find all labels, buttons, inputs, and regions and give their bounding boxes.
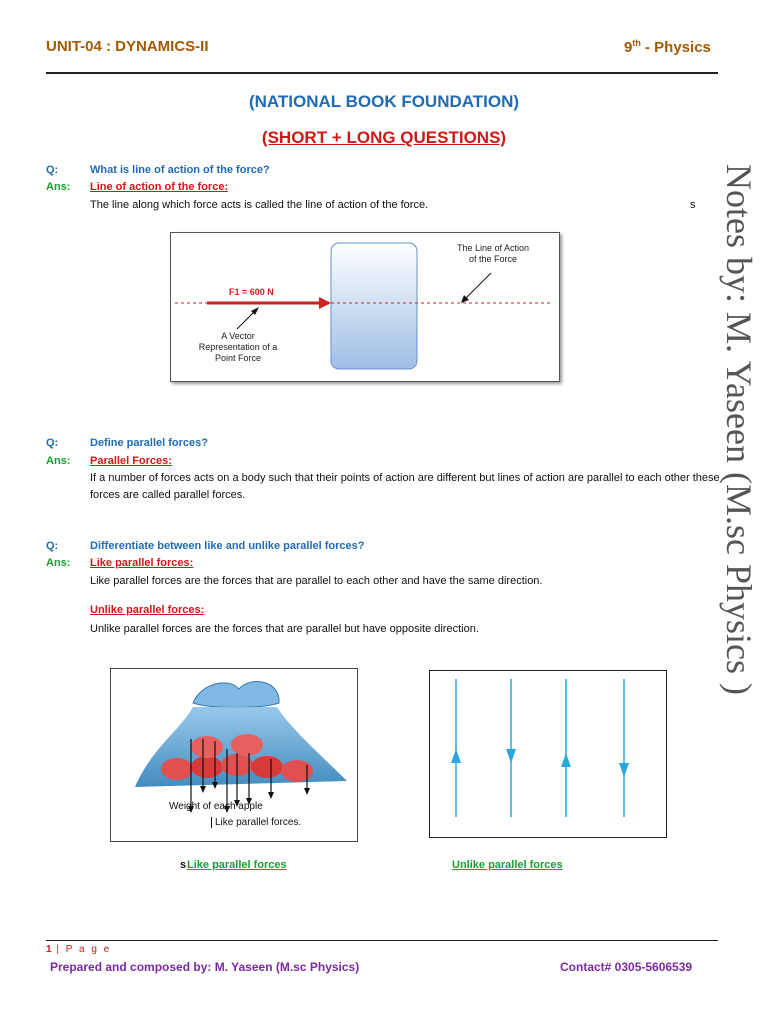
grade-subject [624,38,711,56]
apple-1 [161,758,193,780]
q3-like-text: Like parallel forces are the forces that are parallel to each other and have the same direction. [90,575,543,587]
line-label-2: of the Force [468,254,518,264]
page-number [46,944,111,955]
footer-rule [46,940,718,941]
page-num: 1 [46,944,52,955]
grade-number: 9 [624,39,633,56]
vector-label-2: Representation of a [198,342,278,352]
line-of-action-diagram [170,232,560,382]
page-sep: | [51,944,66,955]
grade-suffix: th [632,38,641,48]
prepared-by: Prepared and composed by: M. Yaseen (M.sc Physics) [50,960,360,974]
q1-question: What is line of action of the force? [90,164,270,176]
main-title: (NATIONAL BOOK FOUNDATION) [248,92,520,111]
q2-question: Define parallel forces? [90,437,208,449]
force-arrowhead [319,297,331,309]
body-block [331,243,417,369]
q1-ans-label: Ans: [46,181,71,193]
weight-label: Weight of each apple [169,801,263,812]
arrow-down-4 [619,763,629,777]
unlike-caption: Unlike parallel forces [452,859,563,871]
q1-answer-title: Line of action of the force: [90,181,229,193]
side-note: Notes by: M. Yaseen (M.sc Physics ) [719,164,759,695]
apple-6 [191,736,223,758]
apple-2 [191,756,223,778]
unlike-forces-svg [430,671,666,837]
apple-bag-svg [111,669,357,841]
line-pointer [463,273,491,301]
arrow-down-2 [506,749,516,763]
subject-label: - Physics [640,39,711,56]
q3-label: Q: [46,540,59,552]
contact-info: Contact# 0305-5606539 [560,960,693,974]
q3-question: Differentiate between like and unlike parallel forces? [90,540,365,552]
page-word: P a g e [65,944,112,955]
q1-label: Q: [46,164,59,176]
force-lines [456,679,624,817]
q1-stray-char: s [690,199,696,211]
header-rule [46,72,718,74]
sub-title: (SHORT + LONG QUESTIONS) [261,128,507,147]
q3-like-title: Like parallel forces: [90,557,194,569]
bag-top [193,681,279,707]
like-caption: Like parallel forces [187,859,287,871]
unit-title: UNIT-04 : DYNAMICS-II [46,38,209,55]
q2-answer: If a number of forces acts on a body such that their points of action are different but lines of action are parallel to each other these forces are called parallel forces. [90,472,720,501]
unlike-forces-figure [429,670,667,838]
arrow-up-1 [451,749,461,763]
q3-ans-label: Ans: [46,557,71,569]
q3-unlike-text: Unlike parallel forces are the forces that are parallel but have opposite direction. [90,623,479,635]
q2-ans-label: Ans: [46,455,71,467]
force-label: F1 = 600 N [229,287,274,297]
apple-5 [281,760,313,782]
q2-label: Q: [46,437,59,449]
q2-answer-title: Parallel Forces: [90,455,172,467]
like-forces-label: Like parallel forces. [211,817,301,828]
like-caption-prefix: s [180,859,187,871]
apple-4 [251,756,283,778]
vector-label-1: A Vector [221,331,255,341]
line-label-1: The Line of Action [456,243,530,253]
apple-bag-figure [110,668,358,842]
arrow-up-3 [561,753,571,767]
q3-unlike-title: Unlike parallel forces: [90,604,205,616]
line-label [433,243,553,265]
apple-7 [231,734,263,756]
q1-answer: The line along which force acts is called the line of action of the force. [90,199,429,211]
vector-label [173,331,303,364]
vector-label-3: Point Force [214,353,262,363]
